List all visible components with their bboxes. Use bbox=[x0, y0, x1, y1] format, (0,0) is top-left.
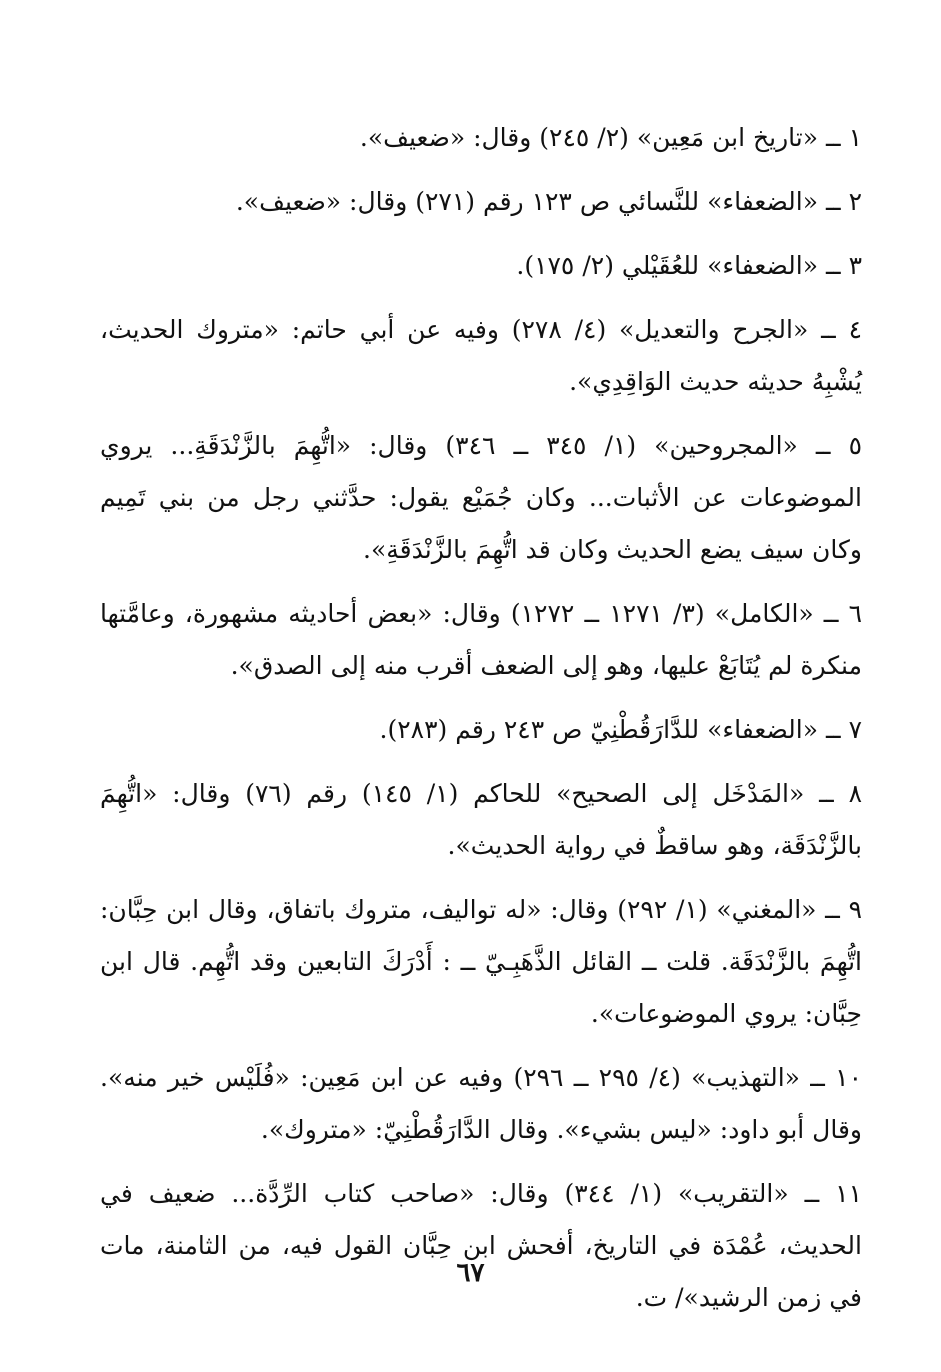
page-number: ٦٧ bbox=[456, 1258, 485, 1288]
footnotes-block bbox=[100, 112, 862, 1336]
footnote-4: ٤ ــ «الجرح والتعديل» (٤/ ٢٧٨) وفيه عن أبي حاتم: «متروك الحديث، يُشْبِهُ حديثه حديث الوَاقِدِي». bbox=[100, 315, 862, 396]
footnote-10: ١٠ ــ «التهذيب» (٤/ ٢٩٥ ــ ٢٩٦) وفيه عن ابن مَعِين: «فُلَيْس خير منه». وقال أبو داود: «ليس بشيء». وقال الدَّارَقُطْنِيّ: «متروك». bbox=[100, 1063, 862, 1144]
footnote-1: ١ ــ «تاريخ ابن مَعِين» (٢/ ٢٤٥) وقال: «ضعيف». bbox=[359, 123, 862, 152]
footnote-2: ٢ ــ «الضعفاء» للنَّسائي ص ١٢٣ رقم (٢٧١) وقال: «ضعيف». bbox=[235, 187, 862, 216]
footnote-5: ٥ ــ «المجروحين» (١/ ٣٤٥ ــ ٣٤٦) وقال: «اتُّهِمَ بالزَّنْدَقَةِ... يروي الموضوعات عن الأثبات... وكان جُمَيْع يقول: حدَّثني رجل من بني تَمِيم وكان سيف يضع الحديث وكان قد اتُّهِمَ بالزَّنْدَقَةِ». bbox=[100, 431, 862, 564]
footnote-9: ٩ ــ «المغني» (١/ ٢٩٢) وقال: «له تواليف، متروك باتفاق، وقال ابن حِبَّان: اتُّهِمَ بالزَّنْدَقَة. قلت ــ القائل الذَّهَبِـيّ ــ : أَدْرَكَ التابعين وقد اتُّهِم. قال ابن حِبَّان: يروي الموضوعات». bbox=[100, 895, 863, 1028]
footnote-3: ٣ ــ «الضعفاء» للعُقَيْلي (٢/ ١٧٥). bbox=[516, 251, 862, 280]
footnote-11: ١١ ــ «التقريب» (١/ ٣٤٤) وقال: «صاحب كتاب الرِّدَّة... ضعيف في الحديث، عُمْدَة في التاريخ، أفحش ابن حِبَّان القول فيه، من الثامنة، مات في زمن الرشيد»/ ت. bbox=[100, 1179, 862, 1312]
footnote-7: ٧ ــ «الضعفاء» للدَّارَقُطْنِيّ ص ٢٤٣ رقم (٢٨٣). bbox=[379, 715, 862, 744]
footnote-8: ٨ ــ «المَدْخَل إلى الصحيح» للحاكم (١/ ١٤٥) رقم (٧٦) وقال: «اتُّهِمَ بالزَّنْدَقَة، وهو ساقطٌ في رواية الحديث». bbox=[100, 779, 862, 860]
footnote-6: ٦ ــ «الكامل» (٣/ ١٢٧١ ــ ١٢٧٢) وقال: «بعض أحاديثه مشهورة، وعامَّتها منكرة لم يُتَابَعْ عليها، وهو إلى الضعف أقرب منه إلى الصدق». bbox=[100, 599, 863, 680]
